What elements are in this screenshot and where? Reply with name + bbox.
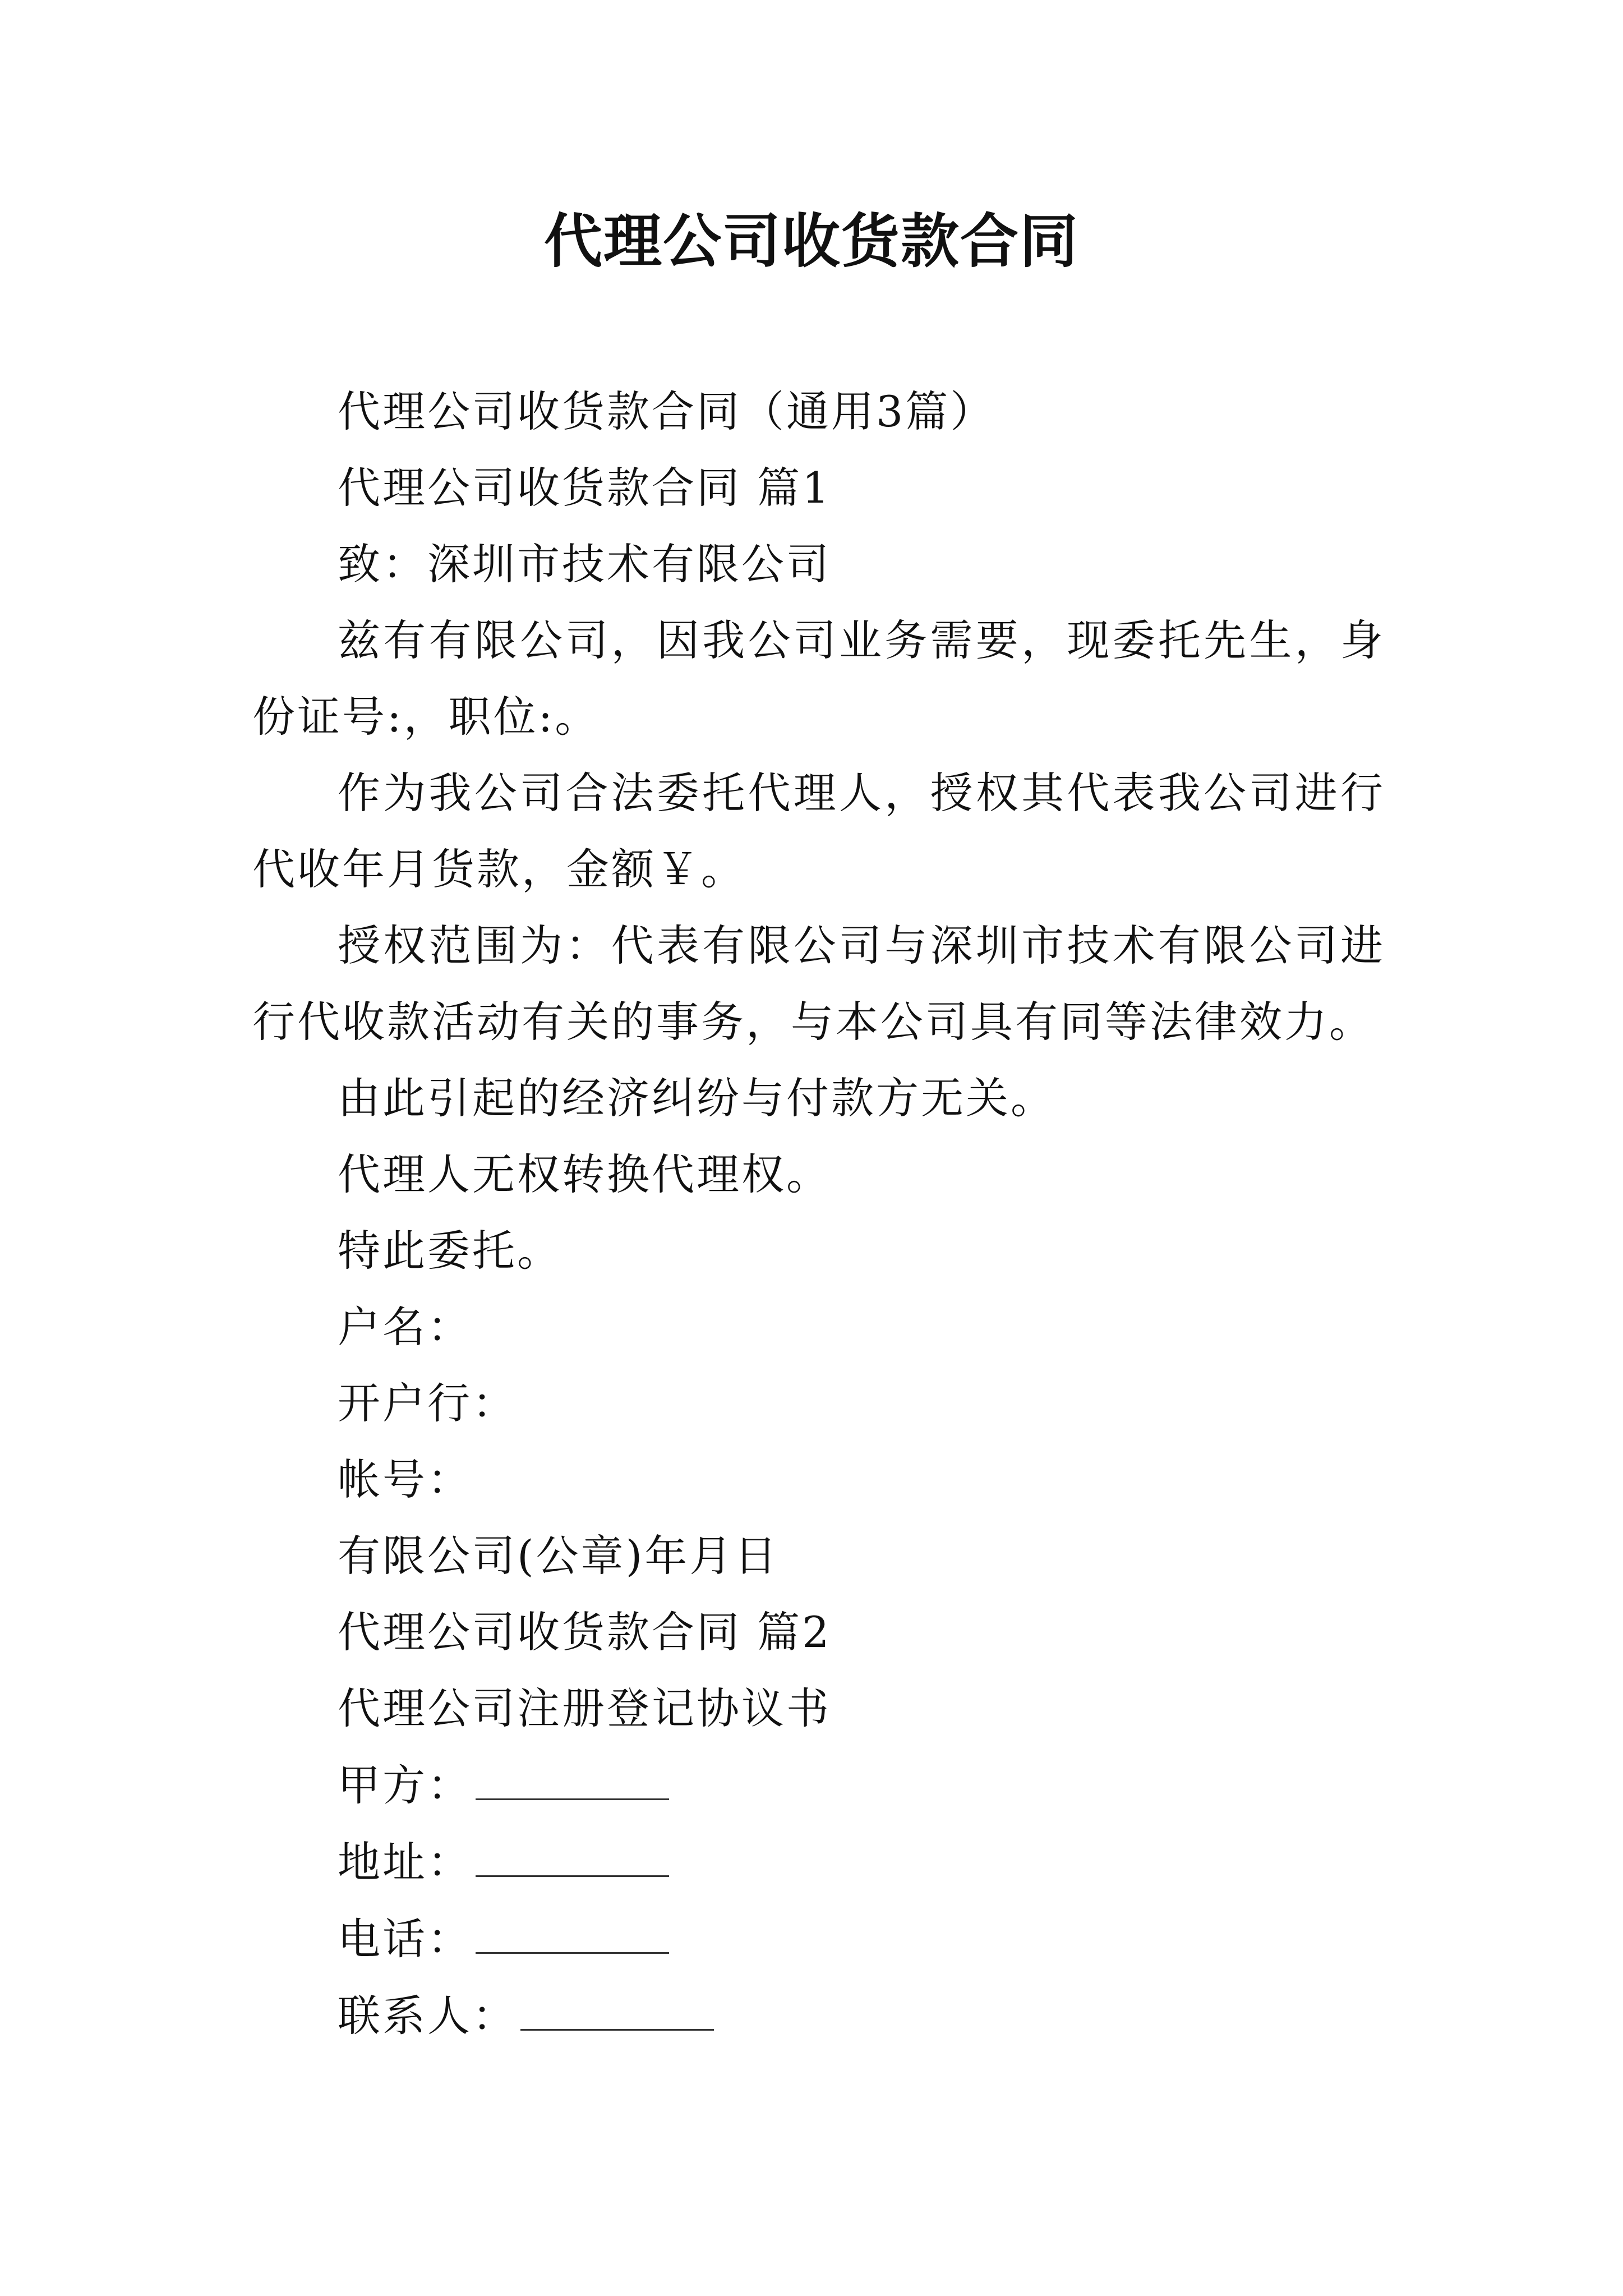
field-contact-blank <box>520 1977 714 2031</box>
paragraph-bank: 开户行： <box>338 1378 517 1428</box>
field-address-blank <box>476 1824 669 1877</box>
field-phone-label: 电话： <box>338 1914 472 1964</box>
paragraph-addressee: 致：深圳市技术有限公司 <box>338 539 831 589</box>
document-body <box>252 374 1385 2054</box>
field-contact <box>252 1977 1385 2054</box>
field-party-a-blank <box>476 1747 669 1800</box>
paragraph-agreement-title: 代理公司注册登记协议书 <box>338 1683 831 1733</box>
field-contact-label: 联系人： <box>338 1991 517 2041</box>
paragraph-section-2-heading: 代理公司收货款合同 篇2 <box>338 1607 832 1657</box>
paragraph-account-number: 帐号： <box>338 1455 472 1504</box>
paragraph-section-1-heading: 代理公司收货款合同 篇1 <box>338 463 832 513</box>
paragraph-subtitle: 代理公司收货款合同（通用3篇） <box>338 386 995 436</box>
paragraph-no-transfer: 代理人无权转换代理权。 <box>338 1149 831 1199</box>
document-title: 代理公司收货款合同 <box>543 206 1079 275</box>
paragraph-delegation: 兹有有限公司，因我公司业务需要，现委托先生，身份证号:，职位:。 <box>252 615 1385 742</box>
paragraph-closing: 特此委托。 <box>338 1226 562 1276</box>
paragraph-disclaimer: 由此引起的经济纠纷与付款方无关。 <box>338 1073 1055 1123</box>
field-address <box>252 1824 1385 1901</box>
field-party-a-label: 甲方： <box>338 1760 472 1810</box>
paragraph-authorization: 作为我公司合法委托代理人，授权其代表我公司进行代收年月货款，金额￥。 <box>252 768 1385 894</box>
field-address-label: 地址： <box>338 1837 472 1887</box>
field-phone-blank <box>476 1901 669 1954</box>
field-party-a <box>252 1747 1385 1824</box>
paragraph-scope: 授权范围为：代表有限公司与深圳市技术有限公司进行代收款活动有关的事务，与本公司具有同等法律效力。 <box>252 921 1385 1047</box>
field-phone <box>252 1901 1385 1977</box>
paragraph-account-name: 户名： <box>338 1302 472 1352</box>
paragraph-seal-date: 有限公司(公章)年月日 <box>338 1531 780 1581</box>
